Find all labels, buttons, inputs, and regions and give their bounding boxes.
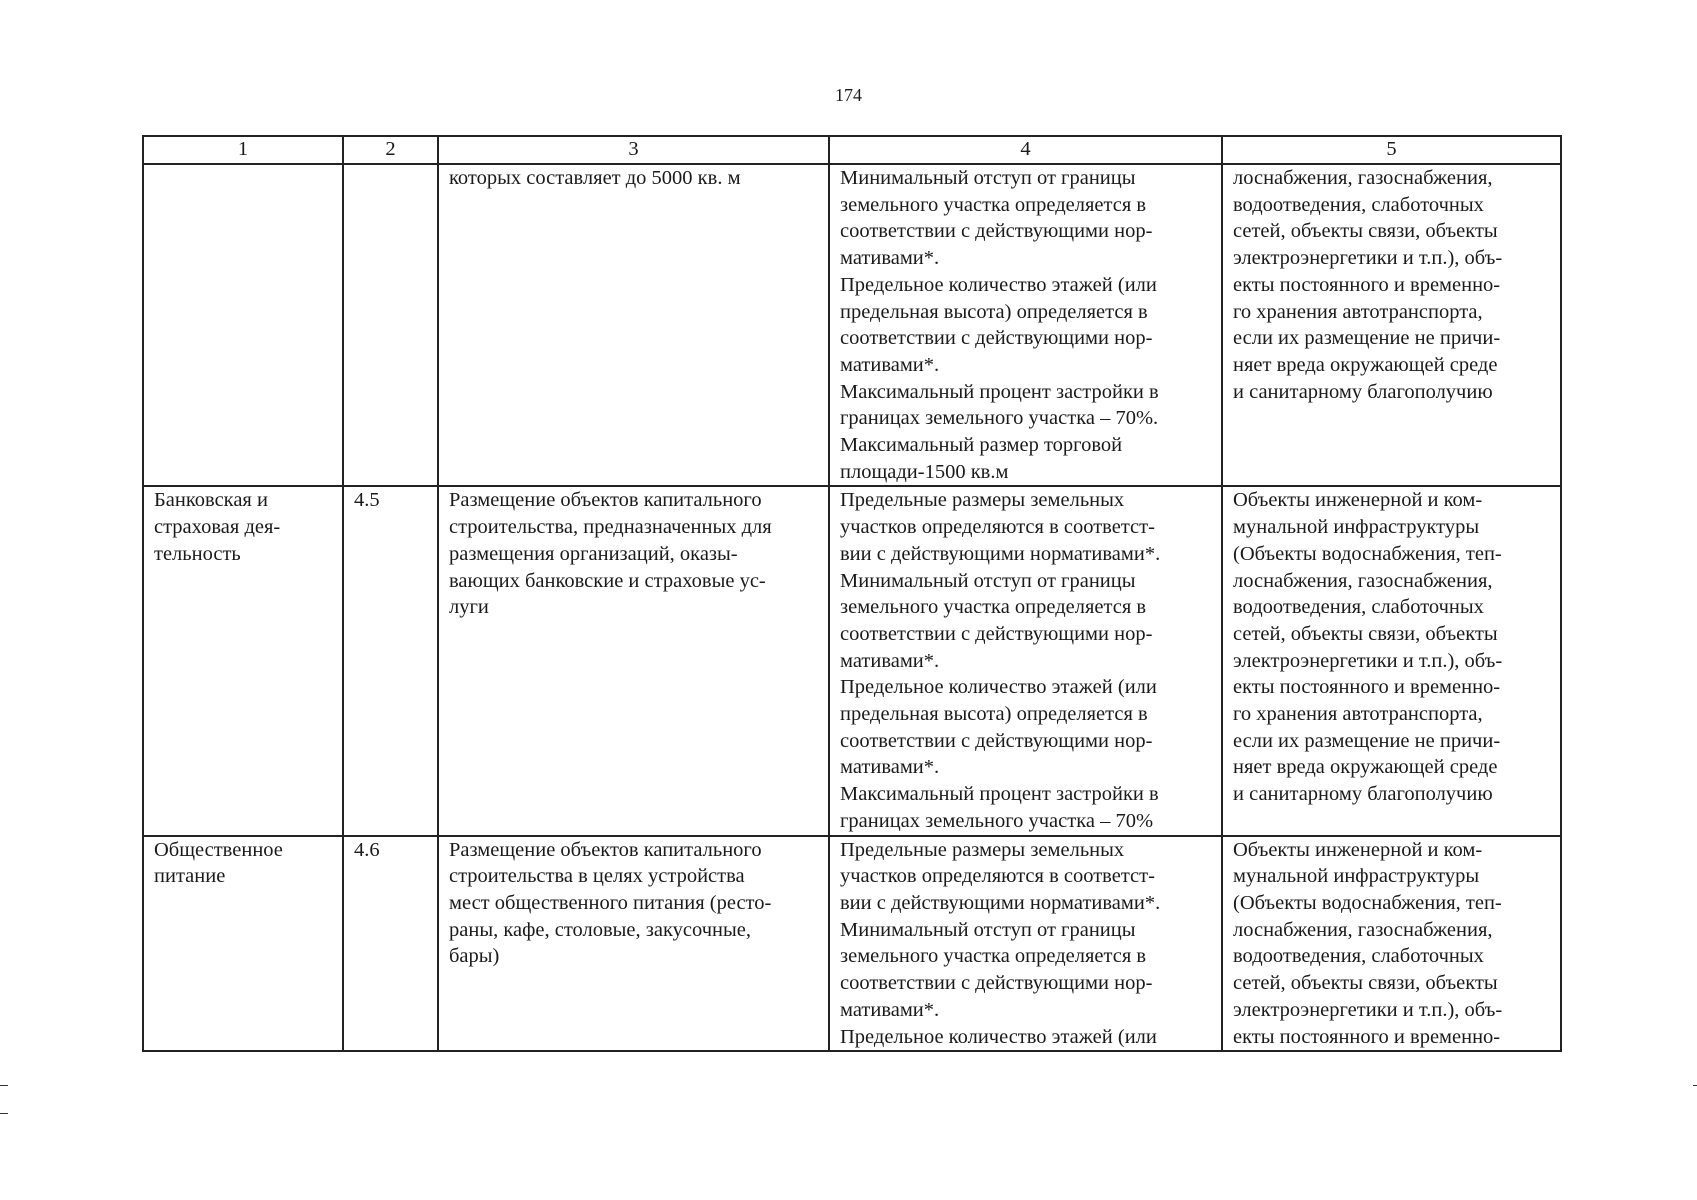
text-line: екты постоянного и временно-	[1233, 676, 1501, 699]
text-line: лоснабжения, газоснабжения,	[1233, 569, 1493, 592]
text-line: соответствии с действующими нор-	[840, 327, 1153, 350]
text-line: соответствии с действующими нор-	[840, 729, 1153, 752]
text-line: земельного участка определяется в	[840, 596, 1147, 619]
text-line: няет вреда окружающей среде	[1233, 353, 1498, 376]
text-line: границах земельного участка – 70%.	[840, 407, 1159, 430]
zoning-table	[142, 135, 1562, 1052]
text-line: Размещение объектов капитального	[449, 838, 762, 861]
cell-code	[343, 164, 438, 486]
margin-mark	[0, 1113, 8, 1114]
text-line: екты постоянного и временно-	[1233, 1025, 1501, 1048]
column-header: 5	[1222, 136, 1561, 164]
cell-name	[143, 836, 343, 1052]
text-line: мативами*.	[840, 756, 940, 779]
column-header: 2	[343, 136, 438, 164]
text-line: мунальной инфраструктуры	[1233, 865, 1480, 888]
column-header: 1	[143, 136, 343, 164]
text-line: соответствии с действующими нор-	[840, 622, 1153, 645]
text-line: и санитарному благополучию	[1233, 783, 1493, 806]
text-line: страховая дея-	[154, 516, 281, 539]
text-line: вии с действующими нормативами*.	[840, 542, 1161, 565]
cell-description	[438, 836, 829, 1052]
text-line: размещения организаций, оказы-	[449, 542, 738, 565]
table-row	[143, 164, 1561, 486]
text-line: вающих банковские и страховые ус-	[449, 569, 766, 592]
text-line: участков определяются в соответст-	[840, 516, 1155, 539]
text-line: луги	[449, 596, 489, 619]
text-line: тельность	[154, 542, 241, 565]
margin-mark	[0, 1085, 8, 1086]
text-line: вии с действующими нормативами*.	[840, 891, 1161, 914]
text-line: Объекты инженерной и ком-	[1233, 489, 1483, 512]
text-line: Предельные размеры земельных	[840, 838, 1125, 861]
text-line: (Объекты водоснабжения, теп-	[1233, 891, 1502, 914]
page-number: 174	[835, 85, 862, 105]
cell-name	[143, 164, 343, 486]
text-line: няет вреда окружающей среде	[1233, 756, 1498, 779]
text-line: границах земельного участка – 70%	[840, 809, 1154, 832]
text-line: лоснабжения, газоснабжения,	[1233, 167, 1493, 189]
text-line: соответствии с действующими нор-	[840, 972, 1153, 995]
cell-name	[143, 486, 343, 835]
text-line: го хранения автотранспорта,	[1233, 300, 1483, 323]
text-line: электроэнергетики и т.п.), объ-	[1233, 649, 1503, 672]
cell-auxiliary-uses	[1222, 164, 1561, 486]
text-line: электроэнергетики и т.п.), объ-	[1233, 998, 1503, 1021]
cell-description	[438, 164, 829, 486]
text-line: мест общественного питания (ресто-	[449, 891, 772, 914]
header-row	[143, 136, 1561, 164]
text-line: раны, кафе, столовые, закусочные,	[449, 918, 751, 941]
text-line: сетей, объекты связи, объекты	[1233, 622, 1498, 645]
text-line: площади-1500 кв.м	[840, 460, 1009, 483]
text-line: Объекты инженерной и ком-	[1233, 838, 1483, 861]
text-line: если их размещение не причи-	[1233, 327, 1501, 350]
text-line: сетей, объекты связи, объекты	[1233, 220, 1498, 243]
text-line: (Объекты водоснабжения, теп-	[1233, 542, 1502, 565]
text-line: если их размещение не причи-	[1233, 729, 1501, 752]
text-line: мативами*.	[840, 353, 940, 376]
text-line: мативами*.	[840, 247, 940, 270]
text-line: бары)	[449, 945, 500, 968]
text-line: сетей, объекты связи, объекты	[1233, 972, 1498, 995]
cell-auxiliary-uses	[1222, 836, 1561, 1052]
text-line: соответствии с действующими нор-	[840, 220, 1153, 243]
text-line: 4.5	[354, 489, 380, 512]
text-line: земельного участка определяется в	[840, 945, 1147, 968]
text-line: Предельное количество этажей (или	[840, 1025, 1157, 1048]
text-line: электроэнергетики и т.п.), объ-	[1233, 247, 1503, 270]
text-line: мунальной инфраструктуры	[1233, 516, 1480, 539]
table-row	[143, 836, 1561, 1052]
text-line: водоотведения, слаботочных	[1233, 596, 1484, 619]
text-line: строительства, предназначенных для	[449, 516, 772, 539]
column-header: 3	[438, 136, 829, 164]
text-line: Общественное	[154, 838, 283, 861]
text-line: Максимальный процент застройки в	[840, 380, 1159, 403]
text-line: Предельное количество этажей (или	[840, 676, 1157, 699]
text-line: Банковская и	[154, 489, 268, 512]
table-row	[143, 486, 1561, 835]
text-line: екты постоянного и временно-	[1233, 273, 1501, 296]
cell-auxiliary-uses	[1222, 486, 1561, 835]
text-line: которых составляет до 5000 кв. м	[449, 167, 741, 189]
cell-parameters	[829, 164, 1222, 486]
cell-code	[343, 486, 438, 835]
cell-description	[438, 486, 829, 835]
text-line: водоотведения, слаботочных	[1233, 945, 1484, 968]
text-line: Максимальный размер торговой	[840, 434, 1123, 457]
text-line: предельная высота) определяется в	[840, 703, 1148, 726]
text-line: Предельное количество этажей (или	[840, 273, 1157, 296]
text-line: водоотведения, слаботочных	[1233, 193, 1484, 216]
text-line: Максимальный процент застройки в	[840, 783, 1159, 806]
text-line: Минимальный отступ от границы	[840, 569, 1136, 592]
cell-parameters	[829, 486, 1222, 835]
text-line: Предельные размеры земельных	[840, 489, 1125, 512]
text-line: и санитарному благополучию	[1233, 380, 1493, 403]
text-line: лоснабжения, газоснабжения,	[1233, 918, 1493, 941]
margin-mark	[1693, 1085, 1697, 1086]
cell-code	[343, 836, 438, 1052]
text-line: Размещение объектов капитального	[449, 489, 762, 512]
text-line: 4.6	[354, 838, 380, 861]
text-line: питание	[154, 865, 226, 888]
text-line: го хранения автотранспорта,	[1233, 703, 1483, 726]
text-line: Минимальный отступ от границы	[840, 918, 1136, 941]
text-line: предельная высота) определяется в	[840, 300, 1148, 323]
text-line: мативами*.	[840, 649, 940, 672]
text-line: земельного участка определяется в	[840, 193, 1147, 216]
column-header: 4	[829, 136, 1222, 164]
text-line: мативами*.	[840, 998, 940, 1021]
text-line: строительства в целях устройства	[449, 865, 745, 888]
cell-parameters	[829, 836, 1222, 1052]
text-line: Минимальный отступ от границы	[840, 167, 1136, 189]
text-line: участков определяются в соответст-	[840, 865, 1155, 888]
